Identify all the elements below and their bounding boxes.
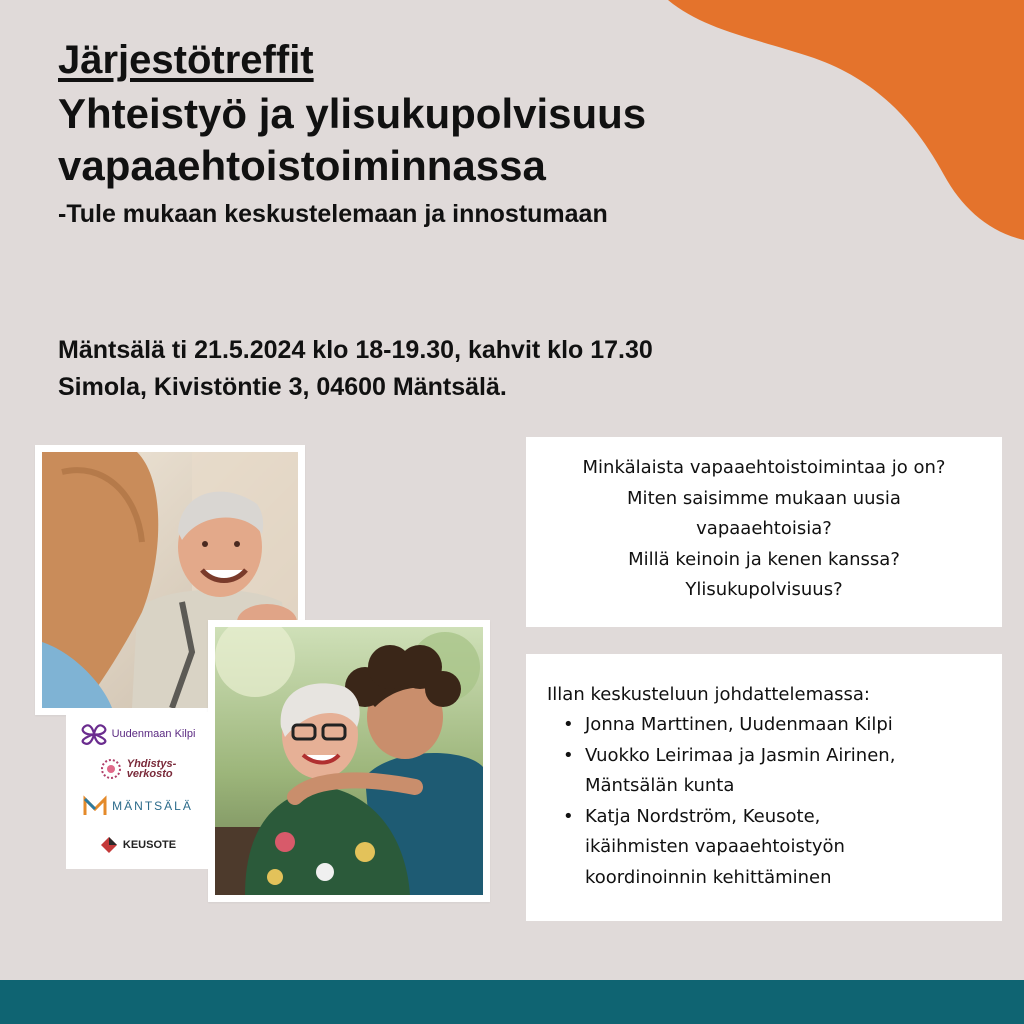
logo-yhdistysverkosto-line2: verkosto [126, 768, 173, 780]
logo-yhdistysverkosto-line1: Yhdistys- [126, 758, 177, 770]
mantsala-m-icon [83, 795, 107, 817]
logo-yhdistysverkosto-text [127, 759, 177, 779]
partner-logos [66, 712, 210, 869]
yhdistysverkosto-flower-icon [100, 758, 122, 780]
keusote-diamond-icon [100, 836, 118, 854]
headline [58, 88, 818, 192]
logo-yhdistysverkosto [66, 752, 210, 786]
facilitator-line: • Vuokko Leirimaa ja Jasmin Airinen, [585, 744, 896, 766]
facilitator-line: ikäihmisten vapaaehtoistyön [585, 836, 845, 857]
event-location: Simola, Kivistöntie 3, 04600 Mäntsälä. [58, 373, 507, 401]
logo-keusote [66, 828, 210, 862]
facilitators-intro: Illan keskusteluun johdattelemassa: [547, 684, 870, 705]
questions-card [526, 437, 1002, 627]
question-line: vapaaehtoisia? [696, 518, 832, 539]
photo-grandmother-child-image [215, 627, 483, 895]
headline-line-1: Yhteistyö ja ylisukupolvisuus [58, 90, 647, 137]
facilitator-line: koordinoinnin kehittäminen [585, 866, 832, 888]
logo-mantsala-text: MÄNTSÄLÄ [112, 799, 193, 813]
title-block [58, 36, 818, 230]
facilitator-line: • Katja Nordström, Keusote, [585, 805, 821, 827]
logo-uudenmaan-kilpi [66, 718, 210, 750]
question-line: Miten saisimme mukaan uusia [627, 487, 901, 509]
event-details [58, 332, 653, 406]
subtitle: -Tule mukaan keskustelemaan ja innostumaan [58, 200, 608, 228]
event-date-time: Mäntsälä ti 21.5.2024 klo 18-19.30, kahvit klo 17.30 [58, 336, 653, 364]
list-item [547, 710, 987, 741]
facilitators-card [526, 654, 1002, 921]
photo-grandmother-child [208, 620, 490, 902]
logo-uudenmaan-kilpi-text: Uudenmaan Kilpi [111, 728, 196, 740]
headline-line-2: vapaaehtoistoiminnassa [58, 142, 546, 189]
question-line: Millä keinoin ja kenen kanssa? [628, 548, 900, 570]
facilitator-line: Mäntsälän kunta [585, 775, 735, 796]
list-item [547, 741, 987, 802]
list-item [547, 802, 987, 894]
logo-keusote-text: KEUSOTE [122, 839, 177, 851]
question-line: Minkälaista vapaaehtoistoimintaa jo on? [582, 457, 946, 478]
kilpi-emblem-icon [81, 723, 107, 745]
logo-mantsala [66, 790, 210, 822]
facilitators-list [547, 710, 987, 893]
facilitator-line: • Jonna Marttinen, Uudenmaan Kilpi [585, 714, 893, 735]
question-line: Ylisukupolvisuus? [685, 579, 843, 600]
footer-bar [0, 980, 1024, 1024]
event-series-title: Järjestötreffit [58, 38, 314, 82]
